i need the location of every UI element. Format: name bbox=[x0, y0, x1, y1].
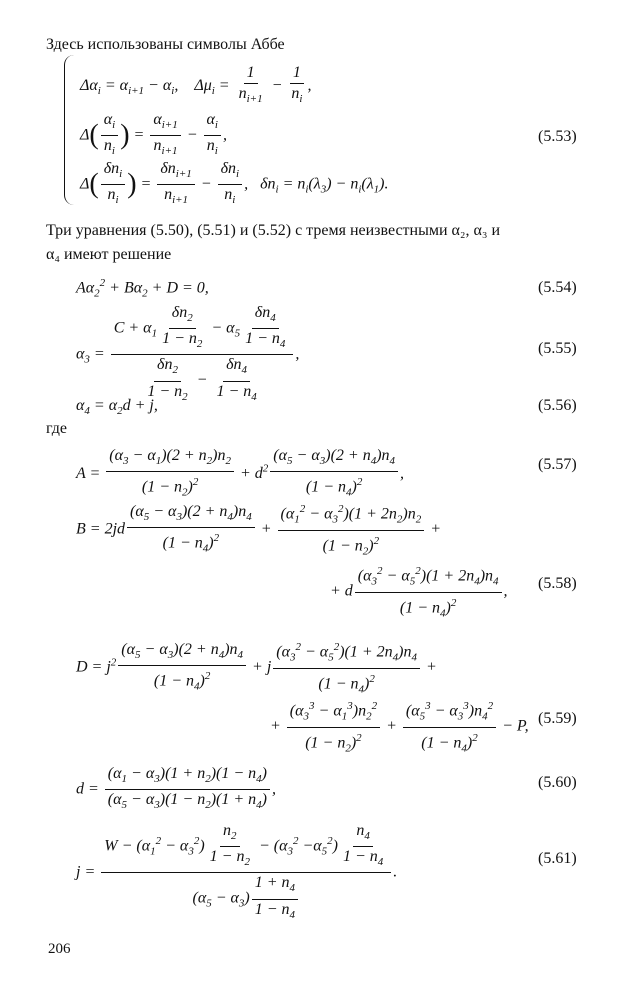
equation-5-53-line1: $\Delta\alpha_i = \alpha_{i+1} - \alpha_i$, $\Delta\mu_i$ = $\frac{1}{n_{i+1}}$ − $\frac{1}{n_i}$ , bbox=[80, 64, 312, 106]
equation-number-5-60: (5.60) bbox=[538, 774, 577, 791]
equation-number-5-54: (5.54) bbox=[538, 279, 577, 296]
page-number: 206 bbox=[48, 941, 71, 957]
equation-number-5-55: (5.55) bbox=[538, 340, 577, 357]
equation-5-54: $A\alpha_2^2 + B\alpha_2 + D = 0$, bbox=[76, 277, 209, 300]
equation-5-53-line2: Δ( $\frac{\alpha_i}{n_i}$ ) = $\frac{\alpha_{i+1}}{n_{i+1}}$ − $\frac{\alpha_i}{n_i}$ , bbox=[80, 111, 227, 158]
equation-number-5-59: (5.59) bbox=[538, 710, 577, 727]
equation-5-60: d = $\frac{(\alpha_1 - \alpha_3)(1 + n_2)(1 - n_4)}{(\alpha_5 - \alpha_3)(1 - n_2)(1 + n_4)}$ , bbox=[76, 765, 276, 812]
intro-text: Здесь использованы символы Аббе bbox=[46, 36, 285, 53]
equation-5-55: $\alpha_3$ = $C + \alpha_1$ $\frac{\delta n_2}{1 - n_2}$ − $\alpha_5$ $\frac{\delta n_4}{1 - n_4}$ $\frac{\delta n_2}{1 - n_2}$ − $\frac{\delta n_4}{1 - n_4}$ , bbox=[76, 304, 300, 403]
gde-text: где bbox=[46, 420, 68, 437]
equation-5-53-line3: Δ( $\frac{\delta n_i}{n_i}$ ) = $\frac{\delta n_{i+1}}{n_{i+1}}$ − $\frac{\delta n_i}{n_i}$ , $\delta n_i = n_i(\lambda_3) - n_i(\lambda_1)$. bbox=[80, 160, 389, 207]
equation-5-59-line2: + $\frac{(\alpha_3^3 - \alpha_1^3)n_2^2}{(1 - n_2)^2}$ + $\frac{(\alpha_5^3 - \alpha_3^3)n_4^2}{(1 - n_4)^2}$ − P, bbox=[270, 697, 529, 757]
equation-5-57: A = $\frac{(\alpha_3 - \alpha_1)(2 + n_2)n_2}{(1 - n_2)^2}$ + $d^2$ $\frac{(\alpha_5 - \alpha_3)(2 + n_4)n_4}{(1 - n_4)^2}$ , bbox=[76, 447, 405, 499]
equation-number-5-56: (5.56) bbox=[538, 397, 577, 414]
body-text-1: Три уравнения (5.50), (5.51) и (5.52) с тремя неизвестными α₂, α₃ и bbox=[46, 222, 501, 239]
equation-5-58-line1: B = 2jd $\frac{(\alpha_5 - \alpha_3)(2 + n_4)n_4}{(1 - n_4)^2}$ + $\frac{(\alpha_1^2 - \alpha_3^2)(1 + 2n_2)n_2}{(1 - n_2)^2}$ + bbox=[76, 500, 441, 560]
equation-5-58-line2: + d $\frac{(\alpha_3^2 - \alpha_5^2)(1 + 2n_4)n_4}{(1 - n_4)^2}$ , bbox=[330, 562, 508, 622]
body-text-2: α₄ имеют решение bbox=[46, 246, 172, 263]
system-brace bbox=[64, 55, 75, 205]
equation-5-56: $\alpha_4 = \alpha_2d + j$, bbox=[76, 397, 158, 418]
equation-number-5-58: (5.58) bbox=[538, 575, 577, 592]
equation-5-61: j = $W - (\alpha_1^2 - \alpha_3^2)$ $\frac{n_2}{1 - n_2}$ − $(\alpha_3^2 -\alpha_5^2)$ $\frac{n_4}{1 - n_4}$ $(\alpha_5 - \alpha_3)$ $\frac{1 + n_4}{1 - n_4}$ . bbox=[76, 822, 398, 921]
equation-number-5-53: (5.53) bbox=[538, 128, 577, 145]
equation-number-5-57: (5.57) bbox=[538, 456, 577, 473]
equation-5-59-line1: $D = j^2$ $\frac{(\alpha_5 - \alpha_3)(2 + n_4)n_4}{(1 - n_4)^2}$ + j $\frac{(\alpha_3^2 - \alpha_5^2)(1 + 2n_4)n_4}{(1 - n_4)^2}$ + bbox=[76, 638, 437, 698]
equation-number-5-61: (5.61) bbox=[538, 850, 577, 867]
